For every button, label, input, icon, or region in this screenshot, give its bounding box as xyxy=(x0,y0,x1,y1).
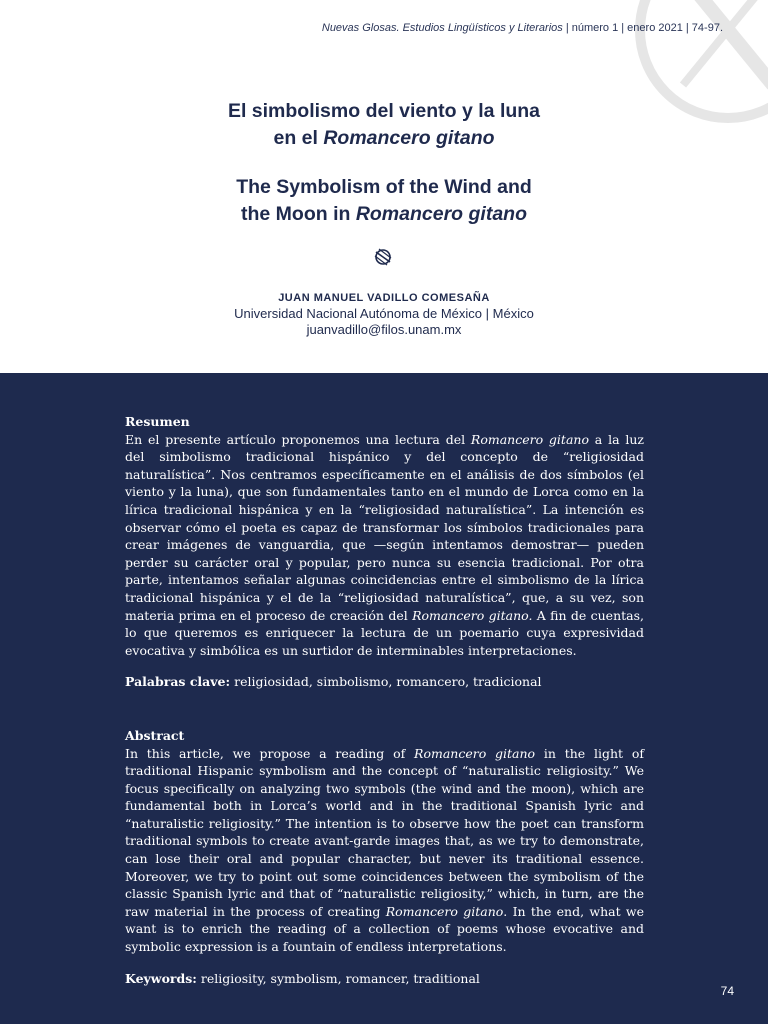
page-number: 74 xyxy=(720,984,734,998)
header-section xyxy=(0,0,768,373)
abstract-paragraph xyxy=(125,745,644,956)
journal-details: | número 1 | enero 2021 | 74-97. xyxy=(562,22,723,34)
abstract-heading: Abstract xyxy=(125,727,185,743)
title-es-line2-prefix: en el xyxy=(273,127,324,149)
title-es-line2-italic: Romancero gitano xyxy=(323,127,495,149)
abstract-keywords-label: Keywords: xyxy=(125,970,197,986)
resumen-italic-1: Romancero gitano xyxy=(470,431,589,447)
author-block xyxy=(0,291,768,338)
abstract-keywords xyxy=(125,970,644,988)
abstract-text-2: in the light of traditional Hispanic symbolism and the concept of “naturalistic religiosity.” We focus specifically on analyzing two symbols (the wind and the moon), which are fundamental both in Lorca’s world and in the traditional Spanish lyric and “naturalistic religiosity.” The intention is to observe how the poet can transform traditional symbols to create avant-garde images that, as we try to demonstrate, can lose their oral and popular character, but never its traditional essence. Moreover, we try to point out some coincidences between the symbolism of the classic Spanish lyric and that of “naturalistic religiosity,” which, in turn, are the raw material in the process of creating xyxy=(125,745,644,919)
resumen-keywords-label: Palabras clave: xyxy=(125,674,231,690)
title-en-line1: The Symbolism of the Wind and xyxy=(236,176,532,198)
resumen-text-2: a la luz del simbolismo tradicional hispánico y del concepto de “religiosidad naturalística”. Nos centramos específicamente en el análisis de dos símbolos (el viento y la luna), que son fundamentales tanto en el mundo de Lorca como en la lírica tradicional hispánica y en la “religiosidad naturalística”. La intención es observar cómo el poeta es capaz de transformar los símbolos tradicionales para crear imágenes de vanguardia, que —según intentamos demostrar— pueden perder su carácter oral y popular, pero nunca su esencia tradicional. Por otra parte, intentamos señalar algunas coincidencias entre el simbolismo de la lírica tradicional hispánica y el de la “religiosidad naturalística”, que, a su vez, son materia prima en el proceso de creación del xyxy=(125,431,644,623)
journal-citation xyxy=(322,22,723,34)
resumen-italic-2: Romancero gitano. xyxy=(412,607,533,623)
title-spanish xyxy=(0,98,768,152)
resumen-heading: Resumen xyxy=(125,414,190,429)
author-email: juanvadillo@filos.unam.mx xyxy=(306,322,462,337)
resumen-text-3: A fin de cuentas, lo que queremos es enriquecer la lectura de un poemario cuya expresividad evocativa y simbólica es un surtidor de interminables interpretaciones. xyxy=(125,607,644,658)
resumen-keywords-list: religiosidad, simbolismo, romancero, tradicional xyxy=(230,674,542,690)
resumen-keywords xyxy=(125,673,644,691)
abstract-content xyxy=(125,413,644,987)
journal-logo-icon xyxy=(372,248,394,266)
title-block xyxy=(0,98,768,228)
resumen-text-1: En el presente artículo proponemos una lectura del xyxy=(125,431,471,447)
title-english xyxy=(0,174,768,228)
abstract-text-1: In this article, we propose a reading of xyxy=(125,745,415,761)
author-affiliation: Universidad Nacional Autónoma de México | México xyxy=(234,306,534,321)
title-en-line2-italic: Romancero gitano xyxy=(355,203,527,225)
author-name: JUAN MANUEL VADILLO COMESAÑA xyxy=(278,292,490,304)
abstract-text-3: . In the end, what we want is to enrich the reading of a collection of poems whose evocative and symbolic expression is a fountain of endless interpretations. xyxy=(125,903,645,955)
abstract-italic-1: Romancero gitano xyxy=(414,745,536,761)
abstract-italic-2: Romancero gitano xyxy=(385,903,504,919)
abstract-keywords-list: religiosity, symbolism, romancer, traditional xyxy=(196,970,480,986)
resumen-paragraph xyxy=(125,431,644,660)
journal-name: Nuevas Glosas. Estudios Lingüísticos y Literarios xyxy=(321,22,563,34)
title-en-line2-prefix: the Moon in xyxy=(241,203,356,225)
abstract-panel xyxy=(0,373,768,1024)
title-es-line1: El simbolismo del viento y la luna xyxy=(227,100,541,122)
